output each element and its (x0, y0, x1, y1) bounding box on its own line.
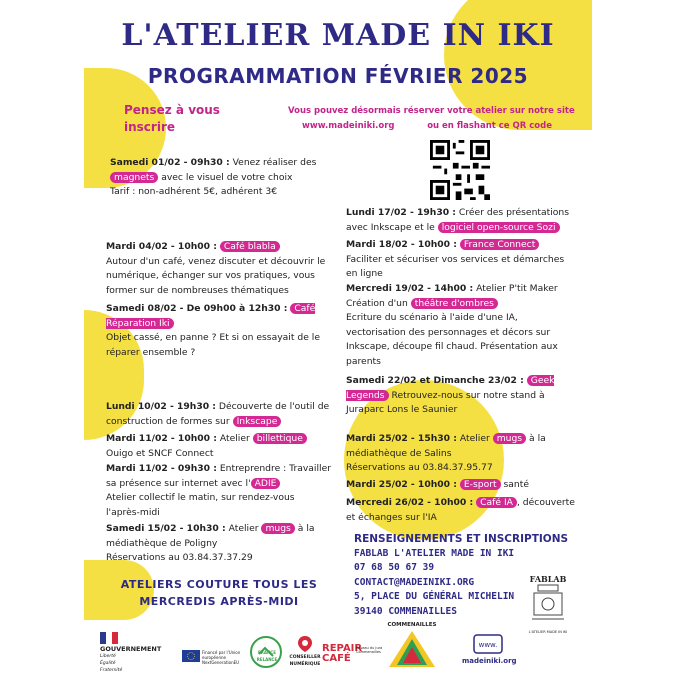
event-tag[interactable]: France Connect (460, 239, 539, 250)
event-item: Lundi 17/02 - 19h30 : Créer des présentations avec Inkscape et le logiciel open-source Sozi (346, 207, 570, 233)
event-tag[interactable]: Inkscape (233, 416, 282, 427)
conseiller-numerique-logo: CONSEILLER NUMÉRIQUE (284, 636, 326, 668)
commenailles-logo: COMMENAILLES (382, 622, 442, 671)
event-tag[interactable]: magnets (110, 172, 158, 183)
page-subtitle: PROGRAMMATION FÉVRIER 2025 (147, 64, 529, 88)
commenailles-icon (387, 629, 437, 669)
reservation-text: Vous pouvez désormais réserver votre atelier sur notre site (288, 106, 575, 116)
event-tag[interactable]: E-sport (460, 479, 501, 490)
event-item: Mardi 11/02 - 10h00 : Atelier billettique Ouigo et SNCF Connect (106, 432, 331, 461)
gouvernement-logo: GOUVERNEMENT Liberté Égalité Fraternité (100, 632, 170, 674)
event-item: Mercredi 19/02 - 14h00 : Atelier P'tit Maker Création d'un théâtre d'ombres Ecriture du scénario à l'aide d'une IA, vectorisation des personnages et décors sur Inkscape, découpe fil chaud. Présentation aux parents (346, 283, 558, 367)
event-item: Mardi 25/02 - 15h30 : Atelier mugs à la médiathèque de Salins Réservations au 03.84.37.95.77 (346, 433, 546, 473)
event-tag[interactable]: Café blabla (220, 241, 280, 252)
event-tag[interactable]: billettique (253, 433, 307, 444)
fablab-logo: FABLAB L'ATELIER MADE IN IKI (528, 574, 568, 634)
contact-phone[interactable]: 07 68 50 67 39 (354, 562, 435, 573)
event-tag[interactable]: Café IA (476, 497, 517, 508)
event-tag[interactable]: mugs (493, 433, 526, 444)
repair-cafe-logo: REPAIR CAFÉ Réseau du Jura Commenailles (322, 643, 383, 664)
event-tag[interactable]: logiciel open-source Sozi (438, 222, 560, 233)
event-item: Samedi 01/02 - 09h30 : Venez réaliser des magnets avec le visuel de votre choix Tarif : non-adhérent 5€, adhérent 3€ (110, 157, 317, 197)
event-item: Mardi 04/02 - 10h00 : Café blabla Autour d'un café, venez discuter et découvrir le numérique, échanger sur vos pratiques, vous former sur de nombreuses thématiques (106, 241, 326, 296)
contact-city: 39140 COMMENAILLES (354, 605, 457, 617)
contact-org: FABLAB L'ATELIER MADE IN IKI (354, 547, 515, 559)
registration-reminder: Pensez à vous inscrire (124, 103, 220, 134)
couture-banner: ATELIERS COUTURE TOUS LES MERCREDIS APRÈS-MIDI (120, 578, 318, 608)
site-link[interactable]: www.madeiniki.org (302, 121, 395, 131)
svg-text:www.: www. (478, 641, 498, 649)
contact-address: 5, PLACE DU GÉNÉRAL MICHELIN (354, 591, 515, 602)
website-logo[interactable]: www. madeiniki.org (462, 634, 514, 665)
event-item: Mardi 18/02 - 10h00 : France Connect Faciliter et sécuriser vos services et démarches en ligne (346, 239, 565, 279)
eu-flag-icon (182, 650, 200, 662)
qr-caption: ou en flashant ce QR code (427, 121, 552, 131)
reservation-info (288, 104, 578, 134)
fablab-emblem-icon (528, 583, 568, 627)
event-tag[interactable]: Geek Legends (346, 375, 555, 401)
event-tag[interactable]: ADIE (251, 478, 281, 489)
browser-icon (473, 634, 503, 656)
event-tag[interactable]: Café Réparation Iki (106, 303, 316, 329)
event-item: Mardi 25/02 - 10h00 : E-sport santé (346, 479, 530, 490)
event-item: Samedi 22/02 et Dimanche 23/02 : Geek Legends Retrouvez-nous sur notre stand à Juraparc Lons le Saunier (346, 375, 555, 415)
event-item: Samedi 15/02 - 10h30 : Atelier mugs à la médiathèque de Poligny Réservations au 03.84.37.37.29 (106, 523, 315, 563)
event-item: Lundi 10/02 - 19h30 : Découverte de l'outil de construction de formes sur Inkscape (106, 401, 330, 427)
french-flag-icon (100, 632, 118, 644)
page-title: L'ATELIER MADE IN IKI (121, 18, 555, 53)
event-tag[interactable]: théâtre d'ombres (411, 298, 498, 309)
contact-email[interactable]: CONTACT@MADEINIKI.ORG (354, 576, 475, 588)
event-item: Mardi 11/02 - 09h30 : Entreprendre : Travailler sa présence sur internet avec l' ADIE Atelier collectif le matin, sur rendez-vous l'après-midi (106, 463, 332, 518)
contact-heading: RENSEIGNEMENTS ET INSCRIPTIONS (354, 533, 569, 545)
qr-code-icon[interactable] (430, 140, 490, 200)
event-tag[interactable]: mugs (261, 523, 294, 534)
france-relance-logo: FRANCE RELANCE (248, 634, 286, 672)
event-item: Samedi 08/02 - De 09h00 à 12h30 : Café Réparation Iki Objet cassé, en panne ? Et si on essayait de le réparer ensemble ? (106, 303, 320, 358)
eu-logo: Financé par l'Union européenne NextGenerationEU (182, 650, 242, 665)
location-pin-icon (298, 636, 312, 652)
flyer-page (84, 0, 592, 675)
event-item: Mercredi 26/02 - 10h00 : Café IA , découverte et échanges sur l'IA (346, 497, 575, 523)
